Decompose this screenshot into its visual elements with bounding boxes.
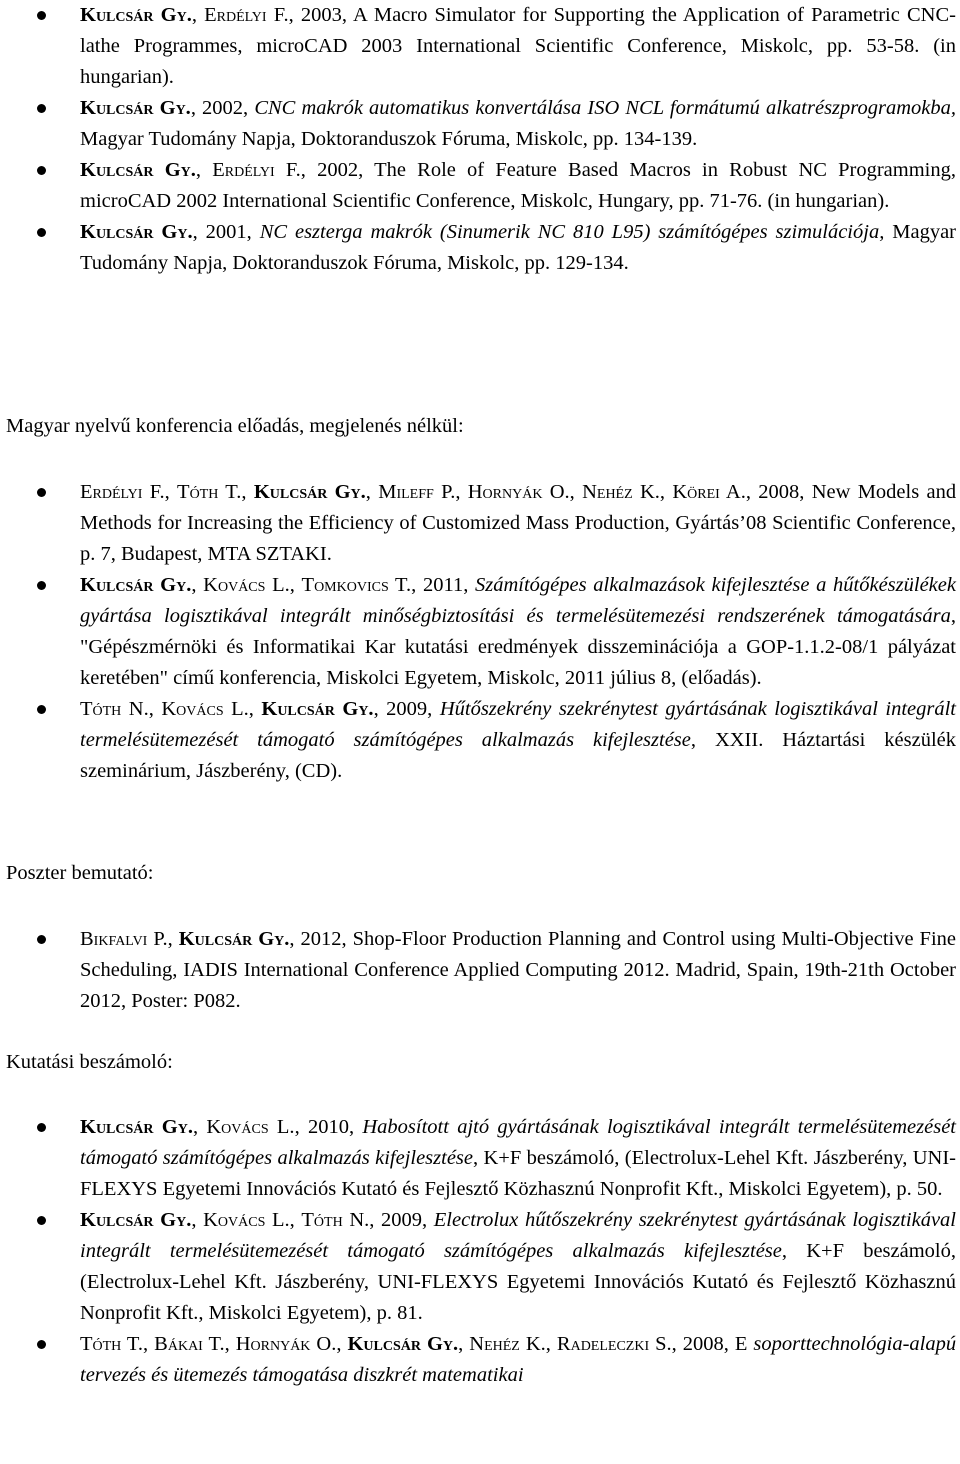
list-item — [0, 93, 960, 155]
list-item: Tóth T., Bákai T., Hornyák O., Kulcsár Gy., Nehéz K., Radeleczki S., 2008, E soporttechnológia-alapú tervezés és ütemezés támogatása diszkrét matematikai — [0, 1329, 960, 1391]
citation-title: Hűtőszekrény szekrénytest gyártásának logisztikával integrált termelésütemezését támogató számítógépes alkalmazás kifejlesztése — [80, 698, 956, 751]
section-heading-report: Kutatási beszámoló: — [6, 1051, 173, 1073]
citation-year: , 2009, — [369, 1209, 434, 1231]
citation-text: , 2012, Shop-Floor Production Planning and Control using Multi-Objective Fine Scheduling, IADIS International Conference Applied Computing 2012. Madrid, Spain, 19th-21th October 2012, Poster: P082. — [80, 928, 956, 1012]
list-item: Kulcsár Gy., Kovács L., Tóth N., 2009, Electrolux hűtőszekrény szekrénytest gyártásának logisztikával integrált termelésütemezését támogató számítógépes alkalmazás kifejlesztése, K+F beszámoló, (Electrolux-Lehel Kft. Jászberény, UNI-FLEXYS Egyetemi Innovációs Kutató és Fejlesztő Közhasznú Nonprofit Kft., Miskolci Egyetem), p. 81. — [0, 1205, 960, 1329]
section-heading-conference: Magyar nyelvű konferencia előadás, megjelenés nélkül: — [6, 415, 464, 437]
author-name: Tóth N. — [301, 1209, 370, 1231]
publication-list-report — [0, 1112, 960, 1391]
list-item: Kulcsár Gy., Erdélyi F., 2002, The Role of Feature Based Macros in Robust NC Programming, microCAD 2002 International Scientific Conference, Miskolc, Hungary, pp. 71-76. (in hungarian). — [0, 155, 960, 217]
author-name: Kovács L. — [203, 574, 290, 596]
citation-year: , 2001, — [192, 221, 260, 243]
list-item: Tóth N., Kovács L., Kulcsár Gy., 2009, Hűtőszekrény szekrénytest gyártásának logisztikával integrált termelésütemezését támogató számítógépes alkalmazás kifejlesztése, XXII. Háztartási készülék szeminárium, Jászberény, (CD). — [0, 694, 960, 787]
publication-list-poster — [0, 924, 960, 1017]
bullet-icon — [37, 104, 46, 113]
citation-title: soporttechnológia-alapú tervezés és ütemezés támogatása diszkrét matematikai — [80, 1333, 957, 1386]
author-name: Tóth N. — [80, 698, 149, 720]
citation-year: , 2009, — [373, 698, 440, 720]
author-name: Mileff P. — [378, 481, 456, 503]
citation-title: NC eszterga makrók (Sinumerik NC 810 L95) számítógépes szimulációja, — [259, 221, 885, 243]
citation-text: , "Gépészmérnöki és Informatikai Kar kutatási eredmények disszeminációja a GOP-1.1.2-08/1 pályázat keretében" című konferencia, Miskolci Egyetem, Miskolc, 2011 július 8, (előadás). — [80, 605, 956, 689]
citation-title: Habosított ajtó gyártásának logisztikával integrált termelésütemezését támogató számítógépes alkalmazás kifejlesztése — [80, 1116, 956, 1169]
author-name: Tóth T. — [80, 1333, 144, 1355]
list-item — [0, 217, 960, 279]
author-name: Kulcsár Gy. — [80, 574, 192, 596]
citation-text: , 2008, New Models and Methods for Increasing the Efficiency of Customized Mass Production, Gyártás’08 Scientific Conference, p. 7, Budapest, MTA SZTAKI. — [80, 481, 957, 565]
author-name: Erdélyi F. — [80, 481, 165, 503]
bullet-icon — [37, 1340, 46, 1349]
bullet-icon — [37, 11, 46, 20]
author-name: Erdélyi F. — [212, 159, 301, 181]
author-name: Kovács L. — [206, 1116, 295, 1138]
bullet-icon — [37, 1216, 46, 1225]
author-name: Kulcsár Gy. — [80, 97, 191, 119]
citation-year: , 2002, — [190, 97, 255, 119]
author-name: Kulcsár Gy. — [80, 159, 196, 181]
list-item: Erdélyi F., Tóth T., Kulcsár Gy., Mileff P., Hornyák O., Nehéz K., Körei A., 2008, New Models and Methods for Increasing the Efficiency of Customized Mass Production, Gyártás’08 Scientific Conference, p. 7, Budapest, MTA SZTAKI. — [0, 477, 960, 570]
author-name: Kovács L. — [203, 1209, 290, 1231]
citation-text: , XXII. Háztartási készülék szeminárium, Jászberény, (CD). — [80, 729, 956, 782]
list-item: Kulcsár Gy., Kovács L., 2010, Habosított ajtó gyártásának logisztikával integrált termelésütemezését támogató számítógépes alkalmazás kifejlesztése, K+F beszámoló, (Electrolux-Lehel Kft. Jászberény, UNI-FLEXYS Egyetemi Innovációs Kutató és Fejlesztő Közhasznú Nonprofit Kft., Miskolci Egyetem), p. 50. — [0, 1112, 960, 1205]
author-name: Kulcsár Gy. — [80, 1209, 192, 1231]
author-name: Kovács L. — [161, 698, 249, 720]
author-name: Hornyák O. — [235, 1333, 337, 1355]
citation-text: Magyar Tudomány Napja, Doktoranduszok Fóruma, Miskolc, pp. 134-139. — [80, 128, 698, 150]
citation-text: , 2002, The Role of Feature Based Macros in Robust NC Programming, microCAD 2002 International Scientific Conference, Miskolc, Hungary, pp. 71-76. (in hungarian). — [80, 159, 956, 212]
author-name: Kulcsár Gy. — [253, 481, 366, 503]
citation-title: CNC makrók automatikus konvertálása ISO NCL formátumú alkatrészprogramokba, — [254, 97, 956, 119]
citation-text: , 2003, A Macro Simulator for Supporting the Application of Parametric CNC-lathe Programmes, microCAD 2003 International Scientific Conference, Miskolc, pp. 53-58. (in hungarian). — [80, 4, 956, 88]
author-name: Nehéz K. — [582, 481, 660, 503]
author-name: Nehéz K. — [469, 1333, 546, 1355]
author-name: Kulcsár Gy. — [80, 221, 193, 243]
bullet-icon — [37, 935, 46, 944]
citation-title: Electrolux hűtőszekrény szekrénytest gyártásának logisztikával integrált termelésütemezését támogató számítógépes alkalmazás kifejlesztése — [80, 1209, 956, 1262]
publication-list-conference — [0, 477, 960, 787]
author-name: Bikfalvi P. — [80, 928, 168, 950]
bullet-icon — [37, 488, 46, 497]
bullet-icon — [37, 705, 46, 714]
list-item: Kulcsár Gy., Kovács L., Tomkovics T., 2011, Számítógépes alkalmazások kifejlesztése a hűtőkészülékek gyártása logisztikával integrált minőségbiztosítási és termelésütemezési rendszerének támogatására, "Gépészmérnöki és Informatikai Kar kutatási eredmények disszeminációja a GOP-1.1.2-08/1 pályázat keretében" című konferencia, Miskolci Egyetem, Miskolc, 2011 július 8, (előadás). — [0, 570, 960, 694]
bullet-icon — [37, 581, 46, 590]
separator: , — [191, 4, 205, 26]
author-name: Kulcsár Gy. — [80, 1116, 193, 1138]
citation-text: , K+F beszámoló, (Electrolux-Lehel Kft. Jászberény, UNI-FLEXYS Egyetemi Innovációs Kutató és Fejlesztő Közhasznú Nonprofit Kft., Miskolci Egyetem), p. 81. — [80, 1240, 956, 1324]
author-name: Bákai T. — [154, 1333, 225, 1355]
author-name: Erdélyi F. — [204, 4, 289, 26]
author-name: Kulcsár Gy. — [178, 928, 290, 950]
citation-year: , 2010, — [294, 1116, 363, 1138]
author-name: Kulcsár Gy. — [261, 698, 374, 720]
section-heading-poster: Poszter bemutató: — [6, 862, 154, 884]
bullet-icon — [37, 166, 46, 175]
author-name: Kulcsár Gy. — [80, 4, 192, 26]
citation-title: Számítógépes alkalmazások kifejlesztése a hűtőkészülékek gyártása logisztikával integrált minőségbiztosítási és termelésütemezési rendszerének támogatására — [80, 574, 956, 627]
list-item: Bikfalvi P., Kulcsár Gy., 2012, Shop-Floor Production Planning and Control using Multi-Objective Fine Scheduling, IADIS International Conference Applied Computing 2012. Madrid, Spain, 19th-21th October 2012, Poster: P082. — [0, 924, 960, 1017]
citation-year: , 2008, E — [671, 1333, 748, 1355]
author-name: Radeleczki S. — [556, 1333, 672, 1355]
author-name: Körei A. — [672, 481, 746, 503]
citation-year: , 2011, — [411, 574, 475, 596]
citation-text: , K+F beszámoló, (Electrolux-Lehel Kft. Jászberény, UNI-FLEXYS Egyetemi Innovációs Kutató és Fejlesztő Közhasznú Nonprofit Kft., Miskolci Egyetem), p. 50. — [80, 1147, 956, 1200]
author-name: Tomkovics T. — [301, 574, 412, 596]
author-name: Hornyák O. — [467, 481, 570, 503]
publication-list-top — [0, 0, 960, 279]
list-item — [0, 0, 960, 93]
citation-text: Magyar Tudomány Napja, Doktoranduszok Fóruma, Miskolc, pp. 129-134. — [80, 221, 956, 274]
bullet-icon — [37, 228, 46, 237]
bullet-icon — [37, 1123, 46, 1132]
author-name: Tóth T. — [177, 481, 242, 503]
author-name: Kulcsár Gy. — [347, 1333, 459, 1355]
